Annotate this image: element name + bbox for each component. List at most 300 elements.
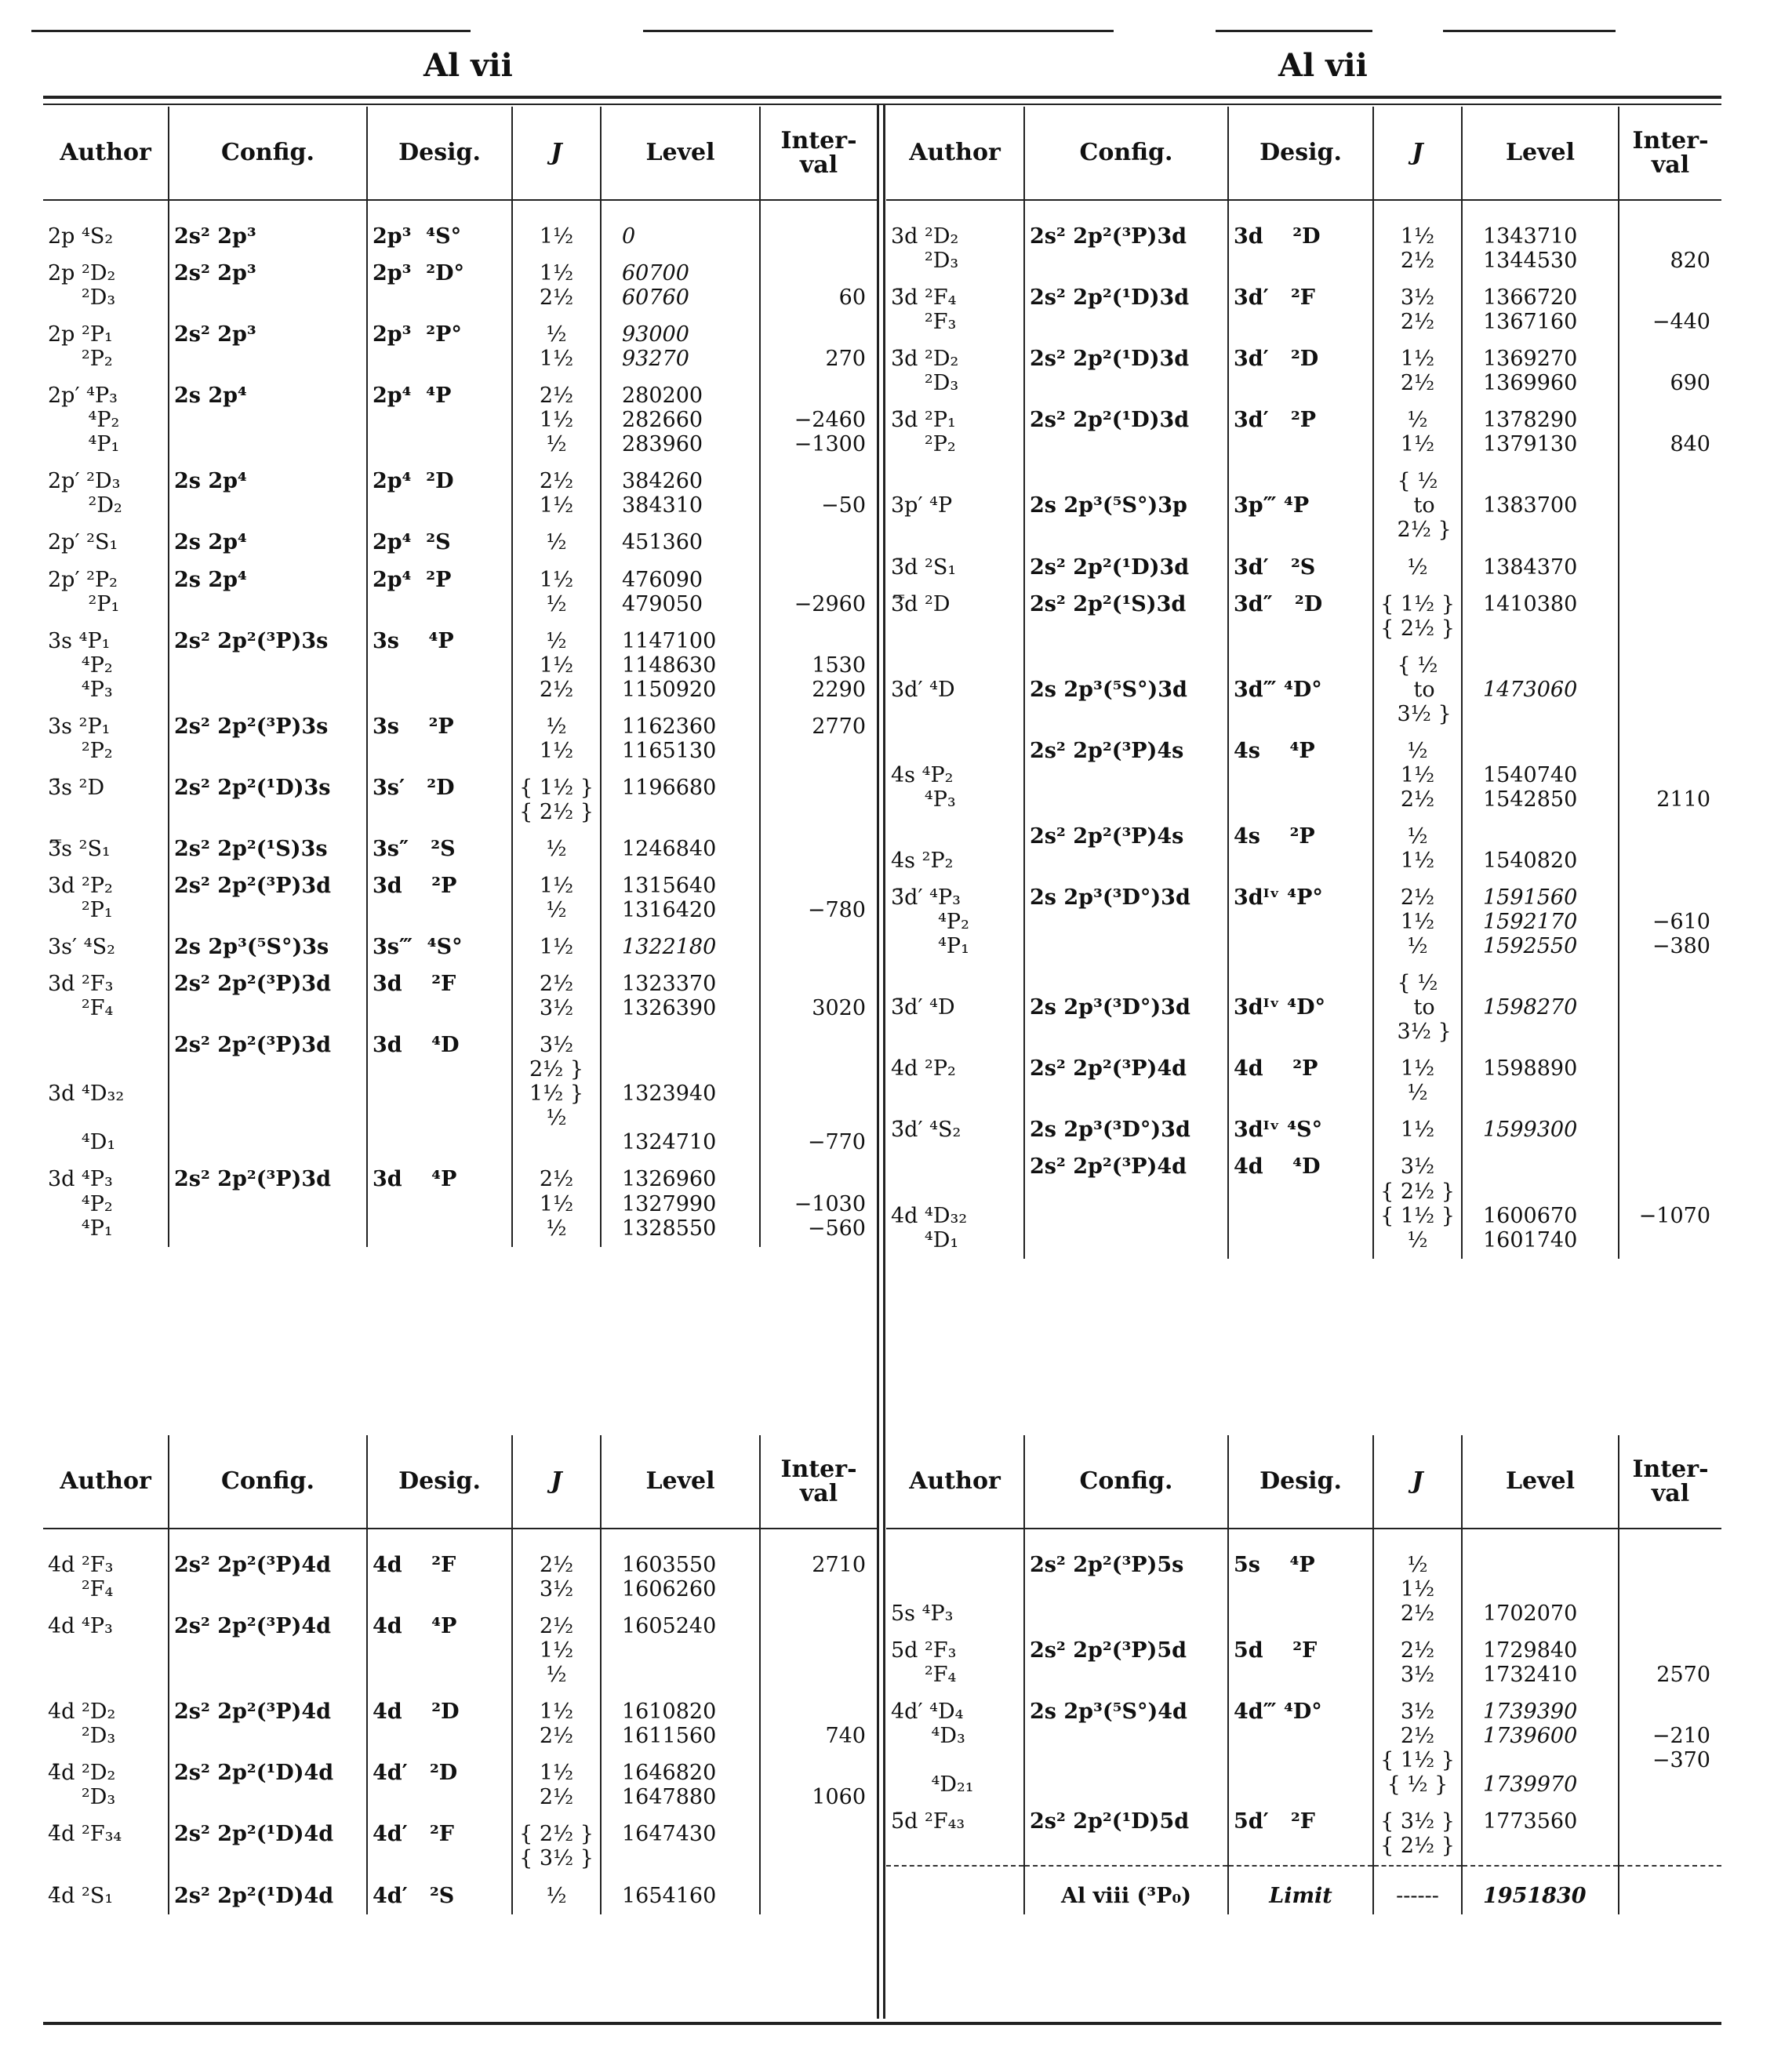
- header-rule-top2: [43, 104, 1721, 105]
- level-cell: 1605240: [601, 1608, 760, 1693]
- level-cell: 1343710 1344530: [1462, 200, 1619, 279]
- config-cell: 2s 2p³(³D°)3d: [1024, 1111, 1228, 1148]
- author-cell: 4̄d ²F₃₄: [48, 1822, 122, 1847]
- interval-cell: [1619, 1529, 1721, 1632]
- interval-cell: [1619, 1050, 1721, 1111]
- author-cell: 2p ²D₂ ²D₃: [48, 261, 116, 311]
- top-rule-left: [31, 30, 471, 32]
- level-cell: 1473060: [1462, 647, 1619, 733]
- j-cell: { 2½ } { 3½ }: [512, 1816, 601, 1877]
- interval-cell: [760, 1816, 877, 1877]
- table-row: [43, 769, 877, 831]
- interval-cell: 270: [760, 316, 877, 377]
- j-cell: 1½ 2½: [512, 255, 601, 316]
- table-row: [886, 586, 1721, 647]
- level-cell: 1383700: [1462, 463, 1619, 548]
- j-cell: { ½ to 2½ }: [1373, 463, 1462, 548]
- j-cell: 2½ 1½ ½: [512, 1161, 601, 1246]
- author-cell: 3̄s ²D: [48, 775, 105, 800]
- level-cell: 1599300: [1462, 1111, 1619, 1148]
- desig-cell: 4d ⁴D: [1228, 1148, 1373, 1258]
- limit-author: [886, 1866, 1024, 1914]
- j-cell: { 1½ } { 2½ }: [1373, 586, 1462, 647]
- author-cell: 3̄d′ ⁴S₂: [891, 1118, 961, 1143]
- desig-cell: 3d′ ²F: [1228, 279, 1373, 340]
- desig-cell: 3d ²D: [1228, 200, 1373, 279]
- desig-cell: 3d ²P: [367, 867, 512, 929]
- table-row: [43, 623, 877, 708]
- header-level: Level: [601, 107, 760, 200]
- j-cell: 2½ 3½: [512, 1529, 601, 1608]
- author-cell: 4d ⁴P₃: [48, 1614, 113, 1639]
- desig-cell: 2p³ ⁴S°: [367, 200, 512, 255]
- j-cell: ½ 1½ 2½: [1373, 1529, 1462, 1632]
- table-row: [43, 1529, 877, 1608]
- j-cell: ½: [512, 1878, 601, 1914]
- config-cell: 2s 2p⁴: [169, 524, 367, 561]
- desig-cell: 3s ²P: [367, 708, 512, 769]
- table-top-left: [43, 107, 877, 1247]
- desig-cell: 3s″ ²S: [367, 831, 512, 867]
- level-cell: 1162360 1165130: [601, 708, 760, 769]
- header-desig: Desig.: [367, 107, 512, 200]
- author-cell: 3̄d′ ⁴P₃ ⁴P₂ ⁴P₁: [891, 885, 969, 959]
- j-cell: 1½: [512, 200, 601, 255]
- table-row: [43, 1608, 877, 1693]
- interval-cell: [760, 1608, 877, 1693]
- table-row: [43, 255, 877, 316]
- title-left: Al vii: [423, 47, 513, 84]
- table-row: [43, 463, 877, 524]
- level-cell: 1654160: [601, 1878, 760, 1914]
- author-cell: 5d ²F₃ ²F₄: [891, 1638, 957, 1688]
- table-row: [43, 965, 877, 1027]
- header-config: Config.: [1024, 107, 1228, 200]
- author-cell: 2p ⁴S₂: [48, 224, 114, 249]
- header-config: Config.: [1024, 1435, 1228, 1529]
- top-rule-mid2: [1216, 30, 1372, 32]
- interval-cell: [1619, 647, 1721, 733]
- author-cell: 3̄d ²D₂ ²D₃: [891, 347, 959, 396]
- desig-cell: 3d′ ²P: [1228, 402, 1373, 463]
- header-desig: Desig.: [367, 1435, 512, 1529]
- desig-cell: 3s′ ²D: [367, 769, 512, 831]
- author-cell: 3d ⁴D₃₂ ⁴D₁: [48, 1082, 125, 1155]
- author-cell: 3d ²D₂ ²D₃: [891, 224, 959, 274]
- desig-cell: 5d ²F: [1228, 1632, 1373, 1693]
- level-cell: 0: [601, 200, 760, 255]
- level-cell: 476090 479050: [601, 562, 760, 623]
- level-cell: 1540740 1542850: [1462, 733, 1619, 818]
- author-cell: 3̄d′ ⁴D: [891, 995, 955, 1020]
- level-cell: 1384370: [1462, 549, 1619, 586]
- config-cell: 2s² 2p²(¹D)3d: [1024, 279, 1228, 340]
- header-author: Author: [886, 107, 1024, 200]
- j-cell: 1½ 2½: [512, 1754, 601, 1816]
- desig-cell: 2p³ ²D°: [367, 255, 512, 316]
- author-cell: 3̿s ²S₁: [48, 836, 111, 861]
- desig-cell: 3s ⁴P: [367, 623, 512, 708]
- level-cell: 1702070: [1462, 1529, 1619, 1632]
- author-cell: 3̄d ²P₁ ²P₂: [891, 408, 956, 457]
- desig-cell: 3d″ ²D: [1228, 586, 1373, 647]
- config-cell: 2s 2p³(³D°)3d: [1024, 965, 1228, 1050]
- level-cell: 1598890: [1462, 1050, 1619, 1111]
- interval-cell: [1619, 1803, 1721, 1865]
- config-cell: 2s² 2p²(¹D)4d: [169, 1878, 367, 1914]
- table-row: [43, 200, 877, 255]
- header-desig: Desig.: [1228, 1435, 1373, 1529]
- level-cell: 93000 93270: [601, 316, 760, 377]
- top-rule-right: [1443, 30, 1616, 32]
- j-cell: 1½ ½: [512, 867, 601, 929]
- desig-cell: 3dᴵᵛ ⁴S°: [1228, 1111, 1373, 1148]
- header-j: J: [1373, 1435, 1462, 1529]
- config-cell: 2s² 2p²(¹D)4d: [169, 1754, 367, 1816]
- desig-cell: 4d ²F: [367, 1529, 512, 1608]
- j-cell: 3½ 2½: [1373, 279, 1462, 340]
- header-config: Config.: [169, 107, 367, 200]
- bottom-rule: [43, 2022, 1721, 2025]
- level-cell: 1600670 1601740: [1462, 1148, 1619, 1258]
- table-row: [886, 733, 1721, 818]
- header-row: [43, 107, 877, 200]
- table-row: [886, 1529, 1721, 1632]
- config-cell: 2s 2p⁴: [169, 377, 367, 463]
- header-row: [886, 1435, 1721, 1529]
- config-cell: 2s² 2p²(³P)4s: [1024, 733, 1228, 818]
- interval-cell: 60: [760, 255, 877, 316]
- limit-row: [886, 1866, 1721, 1914]
- config-cell: 2s 2p³(⁵S°)3s: [169, 929, 367, 965]
- table-row: [43, 1693, 877, 1754]
- header-level: Level: [601, 1435, 760, 1529]
- header-rule-top: [43, 96, 1721, 99]
- table-bottom-right: [886, 1435, 1721, 1914]
- level-cell: 1729840 1732410: [1462, 1632, 1619, 1693]
- header-config: Config.: [169, 1435, 367, 1529]
- j-cell: ½: [1373, 549, 1462, 586]
- table-row: [43, 524, 877, 561]
- desig-cell: 2p⁴ ²S: [367, 524, 512, 561]
- header-level: Level: [1462, 1435, 1619, 1529]
- j-cell: 2½ 3½: [1373, 1632, 1462, 1693]
- header-author: Author: [43, 1435, 169, 1529]
- desig-cell: 3dᴵᵛ ⁴P°: [1228, 879, 1373, 965]
- level-cell: 1739390 1739600 1739970: [1462, 1693, 1619, 1803]
- level-cell: 1366720 1367160: [1462, 279, 1619, 340]
- config-cell: 2s² 2p²(¹D)3d: [1024, 340, 1228, 402]
- config-cell: 2s² 2p²(³P)3s: [169, 708, 367, 769]
- desig-cell: 4d ²D: [367, 1693, 512, 1754]
- j-cell: 2½ 1½: [512, 463, 601, 524]
- level-cell: 1598270: [1462, 965, 1619, 1050]
- level-cell: 1773560: [1462, 1803, 1619, 1865]
- interval-cell: 1530 2290: [760, 623, 877, 708]
- desig-cell: 5s ⁴P: [1228, 1529, 1373, 1632]
- interval-cell: [1619, 965, 1721, 1050]
- table-row: [886, 1803, 1721, 1865]
- level-cell: 1378290 1379130: [1462, 402, 1619, 463]
- level-cell: 1646820 1647880: [601, 1754, 760, 1816]
- config-cell: 2s² 2p²(³P)3d: [169, 965, 367, 1027]
- interval-cell: [1619, 818, 1721, 879]
- level-cell: 1603550 1606260: [601, 1529, 760, 1608]
- level-cell: 1323940 1324710: [601, 1027, 760, 1161]
- j-cell: { 1½ } { 2½ }: [512, 769, 601, 831]
- level-cell: 1610820 1611560: [601, 1693, 760, 1754]
- level-cell: 1369270 1369960: [1462, 340, 1619, 402]
- author-cell: 3s ⁴P₁ ⁴P₂ ⁴P₃: [48, 628, 113, 702]
- config-cell: 2s² 2p²(³P)4s: [1024, 818, 1228, 879]
- header-level: Level: [1462, 107, 1619, 200]
- limit-label: Limit: [1228, 1866, 1373, 1914]
- author-cell: 4d ²P₂: [891, 1056, 956, 1082]
- header-interval: Inter- val: [1619, 107, 1721, 200]
- j-cell: { 3½ } { 2½ }: [1373, 1803, 1462, 1865]
- author-cell: 5s ⁴P₃: [891, 1601, 954, 1627]
- config-cell: 2s² 2p²(³P)4d: [169, 1529, 367, 1608]
- author-cell: 3̿d ²D: [891, 591, 951, 616]
- j-cell: 1½ ½: [1373, 1050, 1462, 1111]
- author-cell: 4d ²F₃ ²F₄: [48, 1553, 114, 1602]
- desig-cell: 2p⁴ ⁴P: [367, 377, 512, 463]
- desig-cell: 3s‴ ⁴S°: [367, 929, 512, 965]
- level-cell: 1323370 1326390: [601, 965, 760, 1027]
- header-interval: Inter- val: [760, 1435, 877, 1529]
- desig-cell: 4s ²P: [1228, 818, 1373, 879]
- header-desig: Desig.: [1228, 107, 1373, 200]
- interval-cell: −770: [760, 1027, 877, 1161]
- header-j: J: [512, 1435, 601, 1529]
- j-cell: ½: [512, 831, 601, 867]
- table-row: [886, 402, 1721, 463]
- config-cell: 2s² 2p²(³P)3d: [1024, 200, 1228, 279]
- config-cell: 2s 2p³(³D°)3d: [1024, 879, 1228, 965]
- header-row: [886, 107, 1721, 200]
- config-cell: 2s² 2p²(¹D)3d: [1024, 549, 1228, 586]
- limit-config: Al viii (³P₀): [1024, 1866, 1228, 1914]
- table-row: [43, 867, 877, 929]
- table-row: [43, 1027, 877, 1161]
- table-row: [43, 708, 877, 769]
- desig-cell: 2p⁴ ²P: [367, 562, 512, 623]
- config-cell: 2s² 2p²(³P)4d: [1024, 1148, 1228, 1258]
- desig-cell: 2p⁴ ²D: [367, 463, 512, 524]
- j-cell: 1½ 2½: [512, 1693, 601, 1754]
- j-cell: ½ 1½: [1373, 402, 1462, 463]
- interval-cell: [1619, 1111, 1721, 1148]
- desig-cell: 4d′ ²S: [367, 1878, 512, 1914]
- config-cell: 2s 2p³(⁵S°)4d: [1024, 1693, 1228, 1803]
- j-cell: ½ 1½: [1373, 818, 1462, 879]
- desig-cell: 4d′ ²F: [367, 1816, 512, 1877]
- header-j: J: [512, 107, 601, 200]
- j-cell: ½ 1½: [512, 708, 601, 769]
- table-row: [43, 1878, 877, 1914]
- desig-cell: 4d‴ ⁴D°: [1228, 1693, 1373, 1803]
- interval-cell: [760, 524, 877, 561]
- author-cell: 3s′ ⁴S₂: [48, 935, 115, 960]
- table-row: [886, 879, 1721, 965]
- interval-cell: −610 −380: [1619, 879, 1721, 965]
- interval-cell: −780: [760, 867, 877, 929]
- config-cell: 2s² 2p²(³P)4d: [169, 1608, 367, 1693]
- j-cell: 1½: [1373, 1111, 1462, 1148]
- table-top-right: [886, 107, 1721, 1259]
- table-row: [886, 1632, 1721, 1693]
- config-cell: 2s 2p⁴: [169, 562, 367, 623]
- author-cell: 5̄d ²F₄₃: [891, 1809, 965, 1834]
- config-cell: 2s² 2p²(³P)5d: [1024, 1632, 1228, 1693]
- table-row: [886, 279, 1721, 340]
- author-cell: 3d ⁴P₃ ⁴P₂ ⁴P₁: [48, 1167, 113, 1241]
- desig-cell: 3d ²F: [367, 965, 512, 1027]
- table-row: [43, 929, 877, 965]
- table-row: [43, 562, 877, 623]
- interval-cell: 740: [760, 1693, 877, 1754]
- author-cell: 4̄d ²D₂ ²D₃: [48, 1761, 116, 1810]
- config-cell: 2s² 2p³: [169, 200, 367, 255]
- j-cell: 2½ 1½ ½: [512, 377, 601, 463]
- j-cell: ½ 1½: [512, 316, 601, 377]
- interval-cell: −50: [760, 463, 877, 524]
- table-bottom-left: [43, 1435, 877, 1914]
- level-cell: 1540820: [1462, 818, 1619, 879]
- author-cell: 2p′ ²P₂ ²P₁: [48, 567, 120, 616]
- config-cell: 2s² 2p²(³P)5s: [1024, 1529, 1228, 1632]
- interval-cell: −2460 −1300: [760, 377, 877, 463]
- config-cell: 2s² 2p²(¹D)3s: [169, 769, 367, 831]
- interval-cell: [1619, 549, 1721, 586]
- table-row: [886, 647, 1721, 733]
- interval-cell: 3020: [760, 965, 877, 1027]
- config-cell: 2s² 2p²(³P)4d: [1024, 1050, 1228, 1111]
- config-cell: 2s² 2p²(³P)3d: [169, 1161, 367, 1246]
- table-row: [886, 1050, 1721, 1111]
- desig-cell: 5d′ ²F: [1228, 1803, 1373, 1865]
- author-cell: 3d′ ⁴D: [891, 677, 955, 702]
- limit-level: 1951830: [1462, 1866, 1619, 1914]
- desig-cell: 3d‴ ⁴D°: [1228, 647, 1373, 733]
- level-cell: 1410380: [1462, 586, 1619, 647]
- level-cell: 384260 384310: [601, 463, 760, 524]
- author-cell: 2p ²P₁ ²P₂: [48, 322, 113, 372]
- interval-cell: [760, 1878, 877, 1914]
- interval-cell: 2110: [1619, 733, 1721, 818]
- config-cell: 2s² 2p³: [169, 255, 367, 316]
- interval-cell: −2960: [760, 562, 877, 623]
- header-author: Author: [886, 1435, 1024, 1529]
- table-row: [886, 200, 1721, 279]
- author-cell: 3s ²P₁ ²P₂: [48, 714, 113, 763]
- table-row: [43, 316, 877, 377]
- interval-cell: [760, 200, 877, 255]
- config-cell: 2s² 2p³: [169, 316, 367, 377]
- level-cell: 1147100 1148630 1150920: [601, 623, 760, 708]
- level-cell: 1246840: [601, 831, 760, 867]
- config-cell: 2s² 2p²(³P)4d: [169, 1693, 367, 1754]
- j-cell: 2½ 1½ ½: [512, 1608, 601, 1693]
- desig-cell: 3p‴ ⁴P: [1228, 463, 1373, 548]
- interval-cell: [1619, 586, 1721, 647]
- table-row: [886, 965, 1721, 1050]
- interval-cell: [760, 831, 877, 867]
- header-interval: Inter- val: [760, 107, 877, 200]
- author-cell: 3d ²F₃ ²F₄: [48, 972, 114, 1021]
- table-row: [886, 818, 1721, 879]
- author-cell: 3d ²P₂ ²P₁: [48, 873, 113, 923]
- table-row: [886, 1148, 1721, 1258]
- interval-cell: −1030 −560: [760, 1161, 877, 1246]
- interval-cell: [760, 929, 877, 965]
- interval-cell: −440: [1619, 279, 1721, 340]
- config-cell: 2s² 2p²(¹S)3s: [169, 831, 367, 867]
- table-row: [43, 831, 877, 867]
- table-row: [886, 1693, 1721, 1803]
- j-cell: 3½ 2½ } 1½ } ½: [512, 1027, 601, 1161]
- j-cell: 2½ 1½ ½: [1373, 879, 1462, 965]
- level-cell: 280200 282660 283960: [601, 377, 760, 463]
- table-row: [886, 463, 1721, 548]
- desig-cell: 4d′ ²D: [367, 1754, 512, 1816]
- desig-cell: 3dᴵᵛ ⁴D°: [1228, 965, 1373, 1050]
- desig-cell: 2p³ ²P°: [367, 316, 512, 377]
- interval-cell: 2710: [760, 1529, 877, 1608]
- limit-j: ------: [1373, 1866, 1462, 1914]
- j-cell: { ½ to 3½ }: [1373, 647, 1462, 733]
- j-cell: 2½ 3½: [512, 965, 601, 1027]
- config-cell: 2s² 2p²(¹D)3d: [1024, 402, 1228, 463]
- level-cell: 1326960 1327990 1328550: [601, 1161, 760, 1246]
- interval-cell: 690: [1619, 340, 1721, 402]
- limit-interval: [1619, 1866, 1721, 1914]
- config-cell: 2s² 2p²(³P)3s: [169, 623, 367, 708]
- config-cell: 2s 2p³(⁵S°)3d: [1024, 647, 1228, 733]
- author-cell: 3̄d ²F₄ ²F₃: [891, 285, 957, 335]
- j-cell: ½ 1½ 2½: [1373, 733, 1462, 818]
- author-cell: 2p′ ⁴P₃ ⁴P₂ ⁴P₁: [48, 384, 120, 457]
- table-row: [886, 549, 1721, 586]
- interval-cell: [760, 769, 877, 831]
- j-cell: 3½ 2½ { 1½ } { ½ }: [1373, 1693, 1462, 1803]
- author-cell: 4d ²D₂ ²D₃: [48, 1700, 116, 1749]
- center-divider-b: [883, 105, 885, 2019]
- top-rule-mid: [643, 30, 1114, 32]
- title-right: Al vii: [1278, 47, 1368, 84]
- level-cell: 1315640 1316420: [601, 867, 760, 929]
- table-row: [43, 1816, 877, 1877]
- table-row: [886, 1111, 1721, 1148]
- config-cell: 2s 2p³(⁵S°)3p: [1024, 463, 1228, 548]
- j-cell: { ½ to 3½ }: [1373, 965, 1462, 1050]
- interval-cell: 2770: [760, 708, 877, 769]
- j-cell: 1½ 2½: [1373, 340, 1462, 402]
- level-cell: 1591560 1592170 1592550: [1462, 879, 1619, 965]
- interval-cell: −1070: [1619, 1148, 1721, 1258]
- level-cell: 60700 60760: [601, 255, 760, 316]
- author-cell: 4̄d ²S₁: [48, 1883, 114, 1908]
- table-row: [43, 1754, 877, 1816]
- level-cell: 451360: [601, 524, 760, 561]
- author-cell: 4d′ ⁴D₄ ⁴D₃ ⁴D₂₁: [891, 1700, 974, 1798]
- table-row: [43, 377, 877, 463]
- j-cell: 1½ 2½: [1373, 200, 1462, 279]
- desig-cell: 3d ⁴D: [367, 1027, 512, 1161]
- desig-cell: 3d′ ²D: [1228, 340, 1373, 402]
- config-cell: 2s² 2p²(¹D)5d: [1024, 1803, 1228, 1865]
- interval-cell: 840: [1619, 402, 1721, 463]
